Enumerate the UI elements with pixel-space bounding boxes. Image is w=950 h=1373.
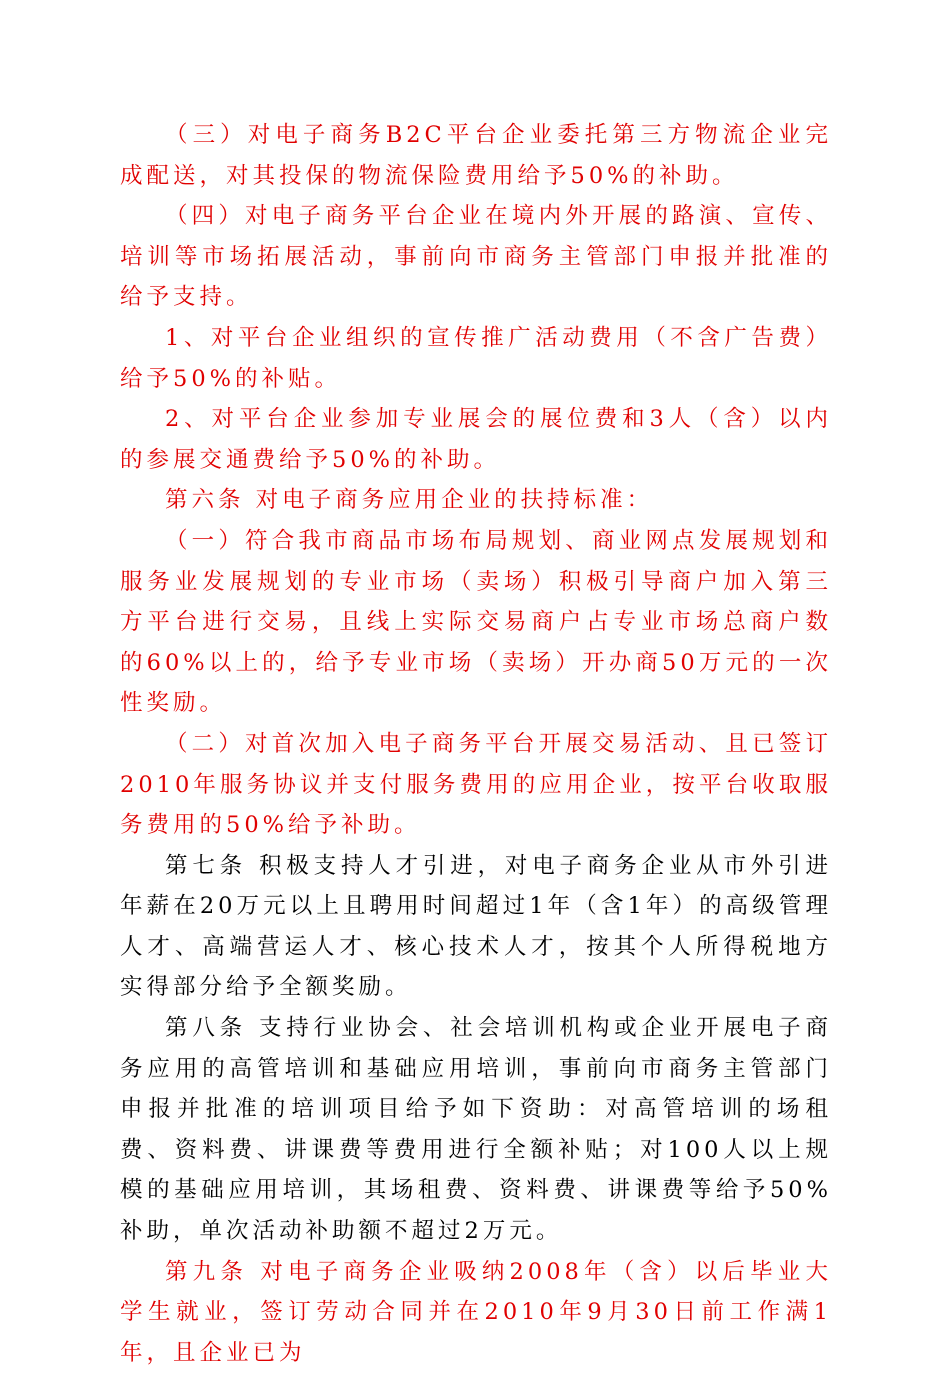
paragraph-text: 1、对平台企业组织的宣传推广活动费用（不含广告费）给予50%的补贴。 — [120, 324, 832, 392]
article-6-heading — [120, 480, 832, 521]
paragraph-text: （一）符合我市商品市场布局规划、商业网点发展规划和服务业发展规划的专业市场（卖场）积极引导商户加入第三方平台进行交易，且线上实际交易商户占专业市场总商户数的60%以上的，给予专业市场（卖场）开办商50万元的一次性奖励。 — [120, 527, 832, 717]
article-8 — [120, 1008, 832, 1252]
article-6-item-1 — [120, 521, 832, 724]
paragraph-text: （二）对首次加入电子商务平台开展交易活动、且已签订2010年服务协议并支付服务费用的应用企业，按平台收取服务费用的50%给予补助。 — [120, 730, 832, 839]
paragraph-text: 积极支持人才引进，对电子商务企业从市外引进年薪在20万元以上且聘用时间超过1年（含1年）的高级管理人才、高端营运人才、核心技术人才，按其个人所得税地方实得部分给予全额奖励。 — [120, 852, 832, 1001]
paragraph-text: （四）对电子商务平台企业在境内外开展的路演、宣传、培训等市场拓展活动，事前向市商务主管部门申报并批准的给予支持。 — [120, 203, 832, 311]
paragraph-subitem-2 — [120, 399, 832, 480]
article-6-item-2 — [120, 724, 832, 846]
paragraph-text: 第九条 对电子商务企业吸纳2008年（含）以后毕业大学生就业，签订劳动合同并在2010年9月30日前工作满1年，且企业已为 — [120, 1258, 832, 1366]
article-number: 第八条 — [165, 1015, 247, 1042]
article-number: 第七条 — [165, 852, 247, 879]
paragraph-text: 2、对平台企业参加专业展会的展位费和3人（含）以内的参展交通费给予50%的补助。 — [120, 406, 832, 473]
paragraph-text: （三）对电子商务B2C平台企业委托第三方物流企业完成配送，对其投保的物流保险费用给予50%的补助。 — [120, 122, 832, 189]
article-9 — [120, 1252, 832, 1373]
paragraph-item-4 — [120, 196, 832, 318]
paragraph-item-3 — [120, 115, 832, 196]
article-7 — [120, 846, 832, 1008]
document-body — [120, 115, 832, 1373]
paragraph-text: 支持行业协会、社会培训机构或企业开展电子商务应用的高管培训和基础应用培训，事前向市商务主管部门申报并批准的培训项目给予如下资助：对高管培训的场租费、资料费、讲课费等费用进行全额补贴；对100人以上规模的基础应用培训，其场租费、资料费、讲课费等给予50%补助，单次活动补助额不超过2万元。 — [120, 1015, 832, 1245]
paragraph-text: 第六条 对电子商务应用企业的扶持标准： — [165, 487, 654, 514]
paragraph-subitem-1 — [120, 318, 832, 399]
